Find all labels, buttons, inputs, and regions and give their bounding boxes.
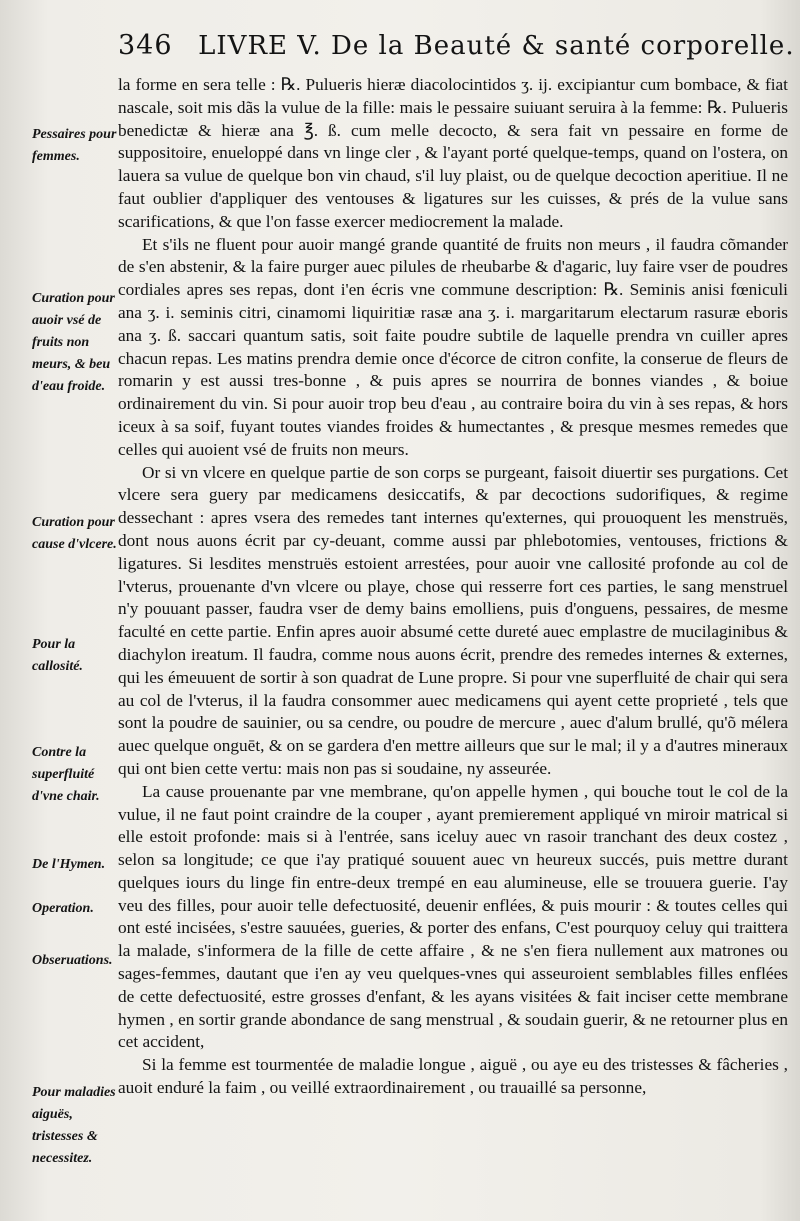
paragraph: La cause prouenante par vne membrane, qu'on appelle hymen , qui bouche tout le col de la vulue, il ne faut point craindre de la couper , ayant premierement appliqué vn miroir matrical si elle estoit profonde: mais si à l'entrée, sans iceluy auec vn rasoir tranchant des deux costez , selon sa longitude; ce que i'ay pratiqué souuent auec vn heureux succés, puis mettre durant quelques iours du linge fin entre-deux trempé en eau alumineuse, elle se trouuera guerie. I'ay veu des filles, pour auoir telle defectuosité, deuenir enflées, & puis mourir : & toutes celles qui ont esté incisées, s'estre sauuées, gueries, & porter des enfans, C'est pourquoy celuy qui traittera la malade, s'informera de la fille de cette affaire , & ne s'en fiera nullement aux matrones ou sages-femmes, dautant que i'en ay veu quelques-vnes qui asseuroient semblables filles enflées de cette defectuosité, estre grosses d'enfant, & les ayans visitées & fait inciser cette membrane hymen , en sortir grande abondance de sang menstrual , & soudain guerir, & ne retourner plus en cet accident,: [118, 781, 788, 1052]
running-title: LIVRE V. De la Beauté & santé corporelle.: [198, 31, 795, 61]
body-text: [118, 74, 788, 1221]
margin-note: Pour la callosité.: [32, 637, 83, 674]
margin-notes: [32, 0, 118, 1221]
page-number: 346: [118, 30, 173, 61]
paragraph: Si la femme est tourmentée de maladie longue , aiguë , ou aye eu des tristesses & fâcheries , auoit enduré la faim , ou veillé extraordinairement , ou trauaillé sa personne,: [118, 1055, 788, 1098]
margin-note: Contre la superfluité d'vne chair.: [32, 745, 100, 804]
running-header: [118, 30, 795, 70]
margin-note: Operation.: [32, 901, 94, 916]
margin-note: Curation pour auoir vsé de fruits non meurs, & beu d'eau froide.: [32, 291, 115, 394]
margin-note: De l'Hymen.: [32, 857, 106, 872]
margin-note: Obseruations.: [32, 953, 113, 968]
paragraph: Or si vn vlcere en quelque partie de son corps se purgeant, faisoit diuertir ses purgations. Cet vlcere sera guery par medicamens desiccatifs, & par decoctions sudorifiques, & regime dessechant : apres vsera des remedes tant internes qu'externes, qui prouoquent les menstruës, dont nous auons écrit par cy-deuant, comme aussi par phlebotomies, ventouses, frictions & ligatures. Si lesdites menstruës estoient arrestées, pour auoir vne callosité profonde au col de l'vterus, prouenante d'vn vlcere ou playe, chose qui resserre fort ces parties, le sang menstruel n'y pouuant passer, faudra vser de demy bains emolliens, puis d'onguens, pessaires, de mesme faculté en cette partie. Enfin apres auoir absumé cette dureté auec emplastre de mucilaginibus & diachylon ireatum. Il faudra, comme nous auons écrit, prendre des remedes internes & externes, qui les émeuuent de sortir à son quadrat de Lune propre. Si pour vne superfluité de chair qui sera au col de l'vterus, il la faudra consommer auec medicamens qui ayent cette proprieté , tels que sont la poudre de sauinier, ou sa cendre, ou poudre de mercure , auec d'alum brullé, qu'õ mélera auec quelque onguēt, & on se gardera d'en mettre ailleurs que sur le mal; il y a d'autres mineraux qui ont bien cette vertu: mais non pas si soudaine, ny asseurée.: [118, 462, 788, 778]
margin-note: Curation pour cause d'vlcere.: [32, 515, 117, 552]
paragraph: la forme en sera telle : ℞. Pulueris hieræ diacolocintidos ʒ. ij. excipiantur cum bombace, & fiat nascale, soit mis dãs la vulue de la fille: mais le pessaire suiuant seruira à la femme: ℞. Pulueris benedictæ & hieræ ana ℥. ß. cum melle decocto, & sera fait vn pessaire en forme de suppositoire, enueloppé dans vn linge cler , & l'ayant porté quelque-temps, quand on l'ostera, on lauera sa vulue de quelque bon vin chaud, s'il luy plaist, ou de quelque decoction aperitiue. Il ne faut oublier d'appliquer des ventouses & ligatures sur les cuisses, & prés de la vulue sans scarifications, & que l'on fasse exercer mediocrement la malade.: [118, 75, 788, 231]
margin-note: Pour maladies aiguës, tristesses & necessitez.: [32, 1085, 116, 1166]
paragraph: Et s'ils ne fluent pour auoir mangé grande quantité de fruits non meurs , il faudra cõmander de s'en abstenir, & la faire purger auec pilules de rheubarbe & d'agaric, luy faire vser de poudres cordiales apres ses repas, dont i'en écris vne commune description: ℞. Seminis anisi fœniculi ana ʒ. i. seminis citri, cinamomi liquiritiæ rasæ ana ʒ. i. margaritarum electarum rasuræ eboris ana ʒ. ß. saccari quantum satis, soit faite poudre subtile de laquelle prendra vn cuiller apres chacun repas. Les matins prendra demie once d'écorce de citron confite, la conserue de fleurs de romarin y est aussi tres-bonne , & puis apres se nourrira de bonnes viandes , & boiue ordinairement du vin. Si pour auoir trop beu d'eau , au contraire boira du vin à ses repas, & hors iceux à sa soif, fuyant toutes viandes froides & humectantes , & presque mesmes remedes que celles qui auoient vsé de fruits non meurs.: [118, 234, 788, 459]
margin-note: Pessaires pour femmes.: [32, 127, 117, 164]
